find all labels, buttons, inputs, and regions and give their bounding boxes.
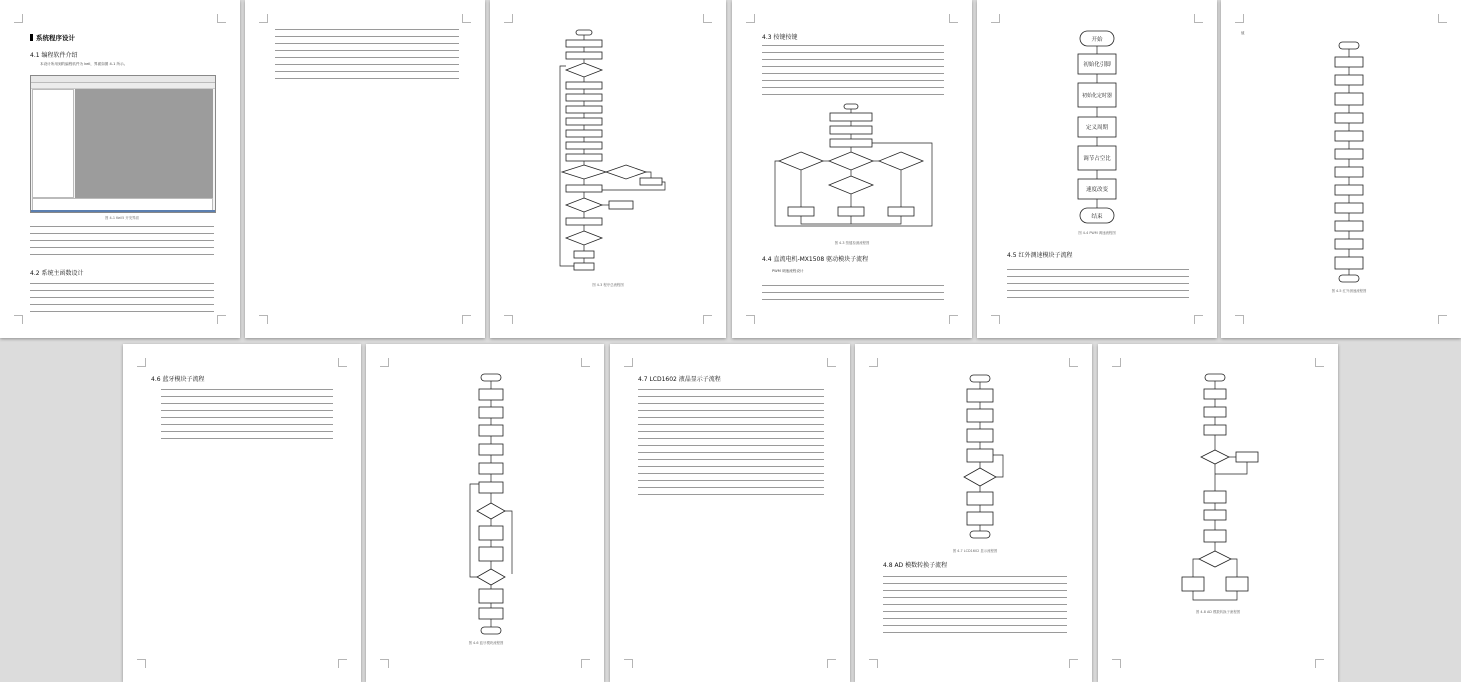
chapter-heading: 系统程序设计 xyxy=(30,33,75,42)
flow-step-text: 开始 xyxy=(1091,37,1103,43)
flow-step-text: 初始化引脚 xyxy=(1083,62,1111,68)
figure-caption: 图 4-4 PWM 调速流程图 xyxy=(1078,231,1116,235)
doc-page-11 xyxy=(1098,344,1338,682)
section-heading-motor: 4.4 直流电机-MX1508 驱动模块子流程 xyxy=(762,256,869,263)
body-text xyxy=(762,285,944,306)
section-heading-bluetooth: 4.6 蓝牙模块子流程 xyxy=(151,376,205,383)
doc-page-6 xyxy=(1221,0,1461,338)
body-text xyxy=(30,283,214,318)
figure-caption: 图 4-5 红外测速流程图 xyxy=(1331,289,1367,293)
flow-step-text: 定义周期 xyxy=(1085,125,1109,131)
figure-caption: 图 4-3 按键检测流程图 xyxy=(834,241,870,245)
intro-paragraph: 本设计所用到的编程软件为 keil，界面如图 4-1 所示。 xyxy=(40,62,128,66)
section-heading-software: 4.1 编程软件介绍 xyxy=(30,52,78,59)
doc-page-10 xyxy=(855,344,1092,682)
body-text xyxy=(1007,269,1189,304)
doc-page-2 xyxy=(245,0,485,338)
section-heading-ad: 4.8 AD 模数转换子流程 xyxy=(883,562,948,569)
section-heading-key: 4.3 按键按键 xyxy=(762,34,798,41)
flow-step-text: 速度改变 xyxy=(1085,187,1109,193)
flow-step-text: 初始化定时器 xyxy=(1081,93,1113,99)
doc-page-8 xyxy=(366,344,604,682)
body-text xyxy=(30,226,214,261)
section-heading-main: 4.2 系统主函数设计 xyxy=(30,270,84,277)
flow-step-text: 结束 xyxy=(1091,214,1103,220)
figure-caption: 图 4-8 AD 模数转换子流程图 xyxy=(1195,610,1241,614)
continued-text: 值 xyxy=(1241,31,1245,35)
ad-flowchart xyxy=(1098,344,1338,682)
flow-step-text: 调节占空比 xyxy=(1083,156,1111,162)
doc-page-9 xyxy=(610,344,850,682)
doc-page-3 xyxy=(490,0,726,338)
bluetooth-flowchart xyxy=(366,344,604,682)
body-text xyxy=(161,389,333,445)
section-heading-ir: 4.5 红外测速模块子流程 xyxy=(1007,252,1073,259)
figure-caption: 图 4-7 LCD1602 显示流程图 xyxy=(952,549,998,553)
section-heading-lcd: 4.7 LCD1602 液晶显示子流程 xyxy=(638,376,721,383)
figure-caption: 图 4-6 蓝牙模块流程图 xyxy=(468,641,504,645)
pwm-subheading: PWM 调速流程设计 xyxy=(772,269,804,273)
body-text xyxy=(638,389,824,501)
body-text xyxy=(883,576,1067,639)
figure-caption: 图 4-1 Keil5 开发界面 xyxy=(105,216,139,220)
doc-page-7 xyxy=(123,344,361,682)
body-text xyxy=(275,29,459,85)
doc-page-5 xyxy=(977,0,1217,338)
main-flowchart xyxy=(490,0,726,338)
keil-screenshot xyxy=(30,75,216,213)
doc-page-1 xyxy=(0,0,240,338)
doc-page-4 xyxy=(732,0,972,338)
figure-caption: 图 4-3 程序总流程图 xyxy=(592,283,624,287)
